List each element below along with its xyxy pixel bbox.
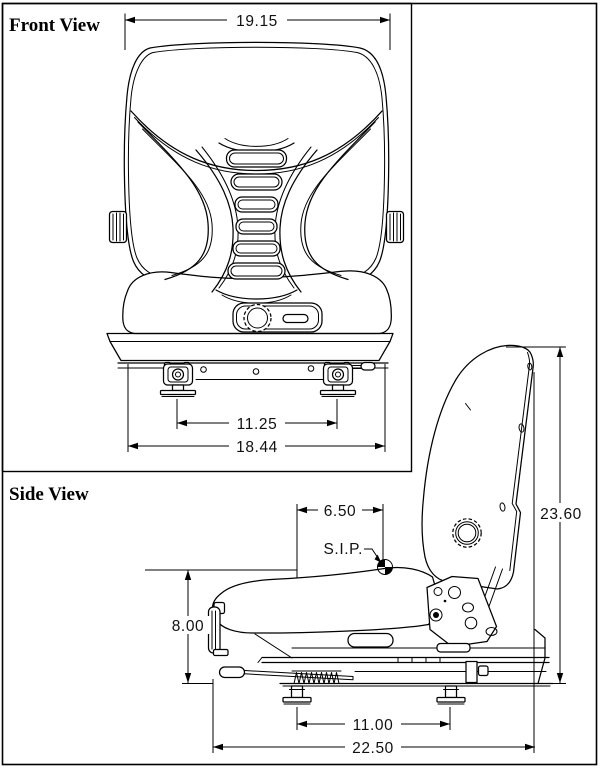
front-view: [9, 12, 404, 457]
round-knob-icon: [244, 305, 271, 332]
side-left-mount-foot: [283, 686, 311, 704]
rear-bracket: [466, 662, 477, 683]
front-strap-handle: [209, 603, 229, 656]
front-left-mount-foot: [161, 363, 196, 397]
side-cushion-outline: [213, 568, 437, 633]
control-slot: [283, 315, 308, 323]
right-knurled-knob-icon: [387, 212, 404, 243]
sip-label: S.I.P.: [323, 541, 363, 558]
dim-value: 19.15: [236, 13, 278, 30]
dim-value: 11.00: [352, 717, 394, 734]
front-base: [107, 334, 393, 397]
dim-value: 18.44: [236, 439, 278, 456]
sip-symbol-icon: [378, 560, 393, 575]
dim-mount-inner-width: [177, 399, 337, 433]
left-knurled-knob-icon: [110, 212, 127, 243]
recline-knob-icon: [453, 519, 481, 547]
side-view-title: Side View: [9, 484, 89, 505]
pan-slot: [348, 634, 393, 648]
side-suspension: [220, 630, 553, 705]
dim-value: 8.00: [171, 618, 205, 635]
cushion-control: [233, 303, 322, 332]
side-cushion: [209, 568, 437, 656]
dim-value: 22.50: [352, 740, 394, 757]
dim-value: 23.60: [540, 506, 582, 523]
front-view-title: Front View: [9, 15, 100, 36]
dim-sip-setback: [297, 502, 383, 579]
dim-value: 6.50: [323, 503, 357, 520]
front-right-mount-foot: [321, 363, 356, 397]
side-right-mount-foot: [437, 686, 465, 704]
dim-mount-spacing: [297, 707, 450, 734]
side-view: [9, 345, 588, 757]
dim-value: 11.25: [236, 416, 278, 433]
